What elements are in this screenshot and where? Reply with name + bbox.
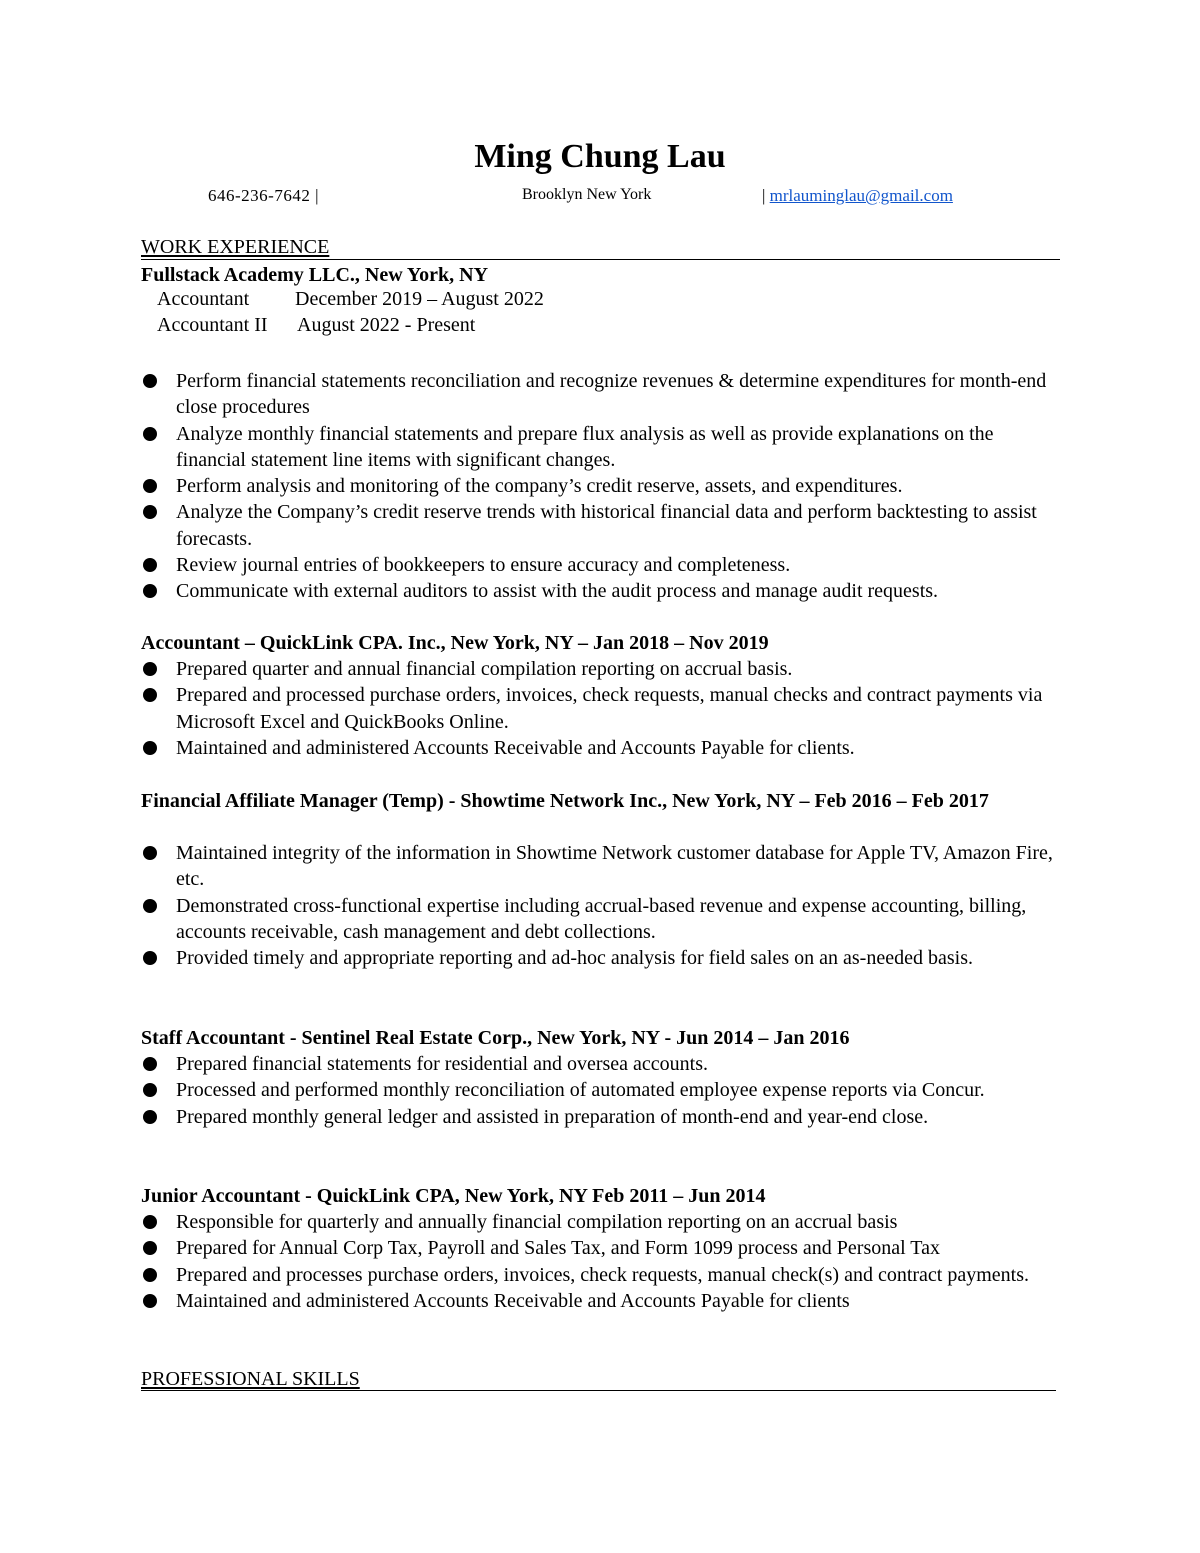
list-item [141,499,1061,552]
bullet-text: Provided timely and appropriate reporting and ad-hoc analysis for field sales on an as-needed basis. [176,947,973,970]
email-link[interactable]: mrlauminglau@gmail.com [769,186,953,205]
job-role: Accountant II [157,314,268,336]
contact-email [762,186,953,206]
job-bullets [141,1051,1061,1130]
job-role-dates: December 2019 – August 2022 [295,288,544,310]
bullet-text: Analyze the Company’s credit reserve trends with historical financial data and perform backtesting to assist forecasts. [176,501,1037,550]
bullet-text: Perform analysis and monitoring of the company’s credit reserve, assets, and expenditures. [176,475,903,498]
bullet-icon [143,1268,157,1282]
bullet-icon [143,374,157,388]
bullet-icon [143,688,157,702]
bullet-text: Communicate with external auditors to assist with the audit process and manage audit requests. [176,580,939,603]
list-item [141,893,1061,946]
job-role: Accountant [157,288,250,310]
job-title: Junior Accountant - QuickLink CPA, New York, NY Feb 2011 – Jun 2014 [141,1185,766,1207]
job-bullets [141,368,1061,605]
bullet-text: Processed and performed monthly reconciliation of automated employee expense reports via Concur. [176,1079,985,1102]
job-title: Accountant – QuickLink CPA. Inc., New York, NY – Jan 2018 – Nov 2019 [141,632,769,654]
list-item [141,1209,1061,1235]
job-title: Staff Accountant - Sentinel Real Estate Corp., New York, NY - Jun 2014 – Jan 2016 [141,1027,850,1049]
bullet-text: Review journal entries of bookkeepers to ensure accuracy and completeness. [176,554,791,577]
list-item [141,682,1061,735]
section-work-experience: WORK EXPERIENCE [141,236,330,258]
list-item [141,1051,1061,1077]
section-rule [141,259,1060,260]
list-item [141,656,1061,682]
bullet-text: Analyze monthly financial statements and prepare flux analysis as well as provide explanations on the financial statement line items with significant changes. [176,422,994,471]
bullet-icon [143,1057,157,1071]
bullet-text: Maintained and administered Accounts Receivable and Accounts Payable for clients. [176,736,855,759]
job-title: Financial Affiliate Manager (Temp) - Showtime Network Inc., New York, NY – Feb 2016 – Feb 2017 [141,790,989,812]
bullet-icon [143,479,157,493]
bullet-icon [143,662,157,676]
bullet-icon [143,427,157,441]
bullet-icon [143,1110,157,1124]
list-item [141,1235,1061,1261]
list-item [141,552,1061,578]
bullet-icon [143,899,157,913]
bullet-text: Perform financial statements reconciliation and recognize revenues & determine expenditures for month-end close procedures [176,370,1047,419]
list-item [141,945,1061,971]
bullet-icon [143,846,157,860]
bullet-text: Maintained integrity of the information in Showtime Network customer database for Apple TV, Amazon Fire, etc. [176,842,1053,891]
list-item [141,578,1061,604]
bullet-icon [143,1241,157,1255]
bullet-text: Prepared quarter and annual financial compilation reporting on accrual basis. [176,658,793,680]
job-bullets [141,840,1061,971]
list-item [141,1077,1061,1103]
bullet-icon [143,584,157,598]
bullet-icon [143,741,157,755]
job-bullets [141,1209,1061,1314]
bullet-icon [143,951,157,965]
bullet-icon [143,558,157,572]
resume-name: Ming Chung Lau [474,138,726,175]
bullet-text: Responsible for quarterly and annually financial compilation reporting on an accrual basis [176,1211,898,1233]
list-item [141,368,1061,421]
contact-location: Brooklyn New York [522,186,652,203]
job-title: Fullstack Academy LLC., New York, NY [141,264,489,286]
bullet-text: Prepared monthly general ledger and assisted in preparation of month-end and year-end close. [176,1105,929,1128]
bullet-text: Prepared financial statements for residential and oversea accounts. [176,1053,709,1075]
bullet-text: Demonstrated cross-functional expertise including accrual-based revenue and expense accounting, billing, accounts receivable, cash management and debt collections. [176,894,1027,943]
bullet-icon [143,1215,157,1229]
job-bullets [141,656,1061,761]
job-role-dates: August 2022 - Present [297,314,476,336]
email-separator: | [762,186,770,205]
bullet-text: Prepared and processes purchase orders, invoices, check requests, manual check(s) and contract payments. [176,1263,1029,1286]
bullet-icon [143,1294,157,1308]
bullet-icon [143,505,157,519]
list-item [141,840,1061,893]
bullet-text: Prepared and processed purchase orders, invoices, check requests, manual checks and contract payments via Microsoft Excel and QuickBooks Online. [176,684,1043,733]
bullet-text: Prepared for Annual Corp Tax, Payroll and Sales Tax, and Form 1099 process and Personal Tax [176,1237,940,1260]
list-item [141,473,1061,499]
contact-phone: 646-236-7642 | [208,186,319,205]
section-rule [141,1390,1056,1391]
list-item [141,421,1061,474]
list-item [141,1288,1061,1314]
bullet-icon [143,1083,157,1097]
list-item [141,1104,1061,1130]
list-item [141,1262,1061,1288]
bullet-text: Maintained and administered Accounts Receivable and Accounts Payable for clients [176,1289,850,1312]
section-professional-skills: PROFESSIONAL SKILLS [141,1368,360,1390]
list-item [141,735,1061,761]
